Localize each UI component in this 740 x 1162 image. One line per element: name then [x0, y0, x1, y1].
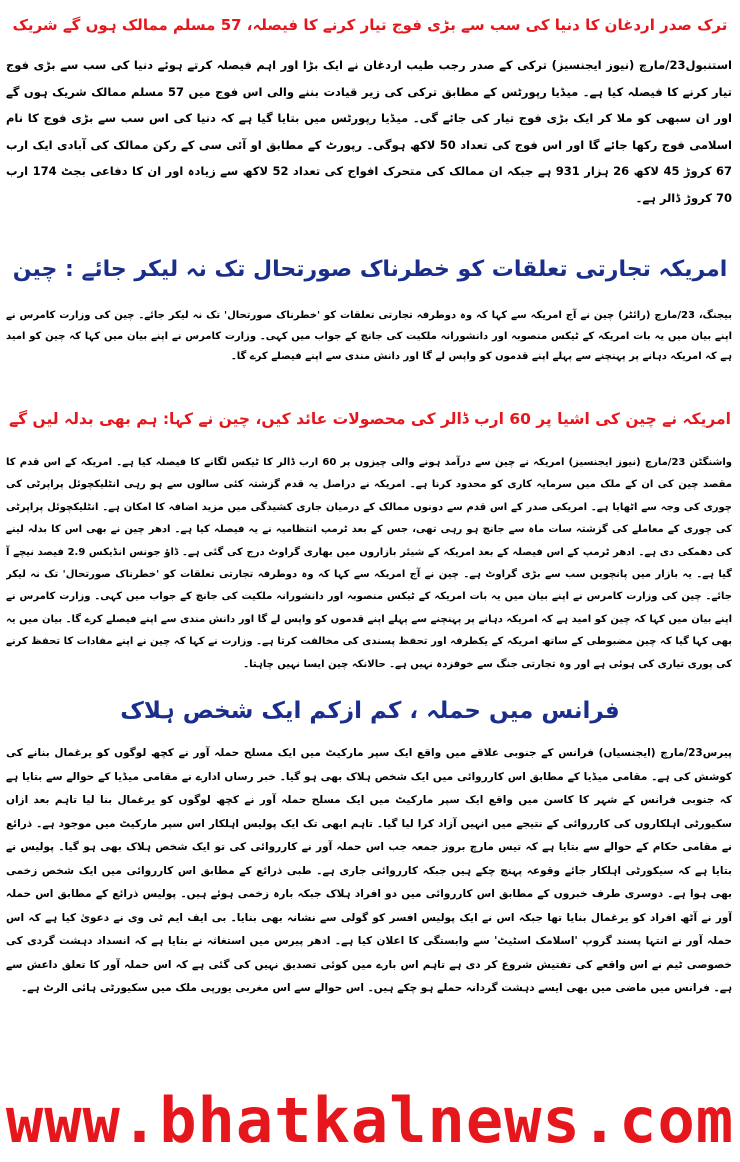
- headline-france-attack: فرانس میں حملہ ، کم ازکم ایک شخص ہلاک: [120, 698, 620, 724]
- article-body-turkey-army: [6, 52, 732, 228]
- headline-china-trade: امریکہ تجارتی تعلقات کو خطرناک صورتحال تک نہ لیکر جائے : چین: [12, 257, 728, 282]
- article-body-china-trade: [6, 306, 732, 384]
- article-body-us-tariffs: [6, 452, 732, 686]
- article-paragraph: پیرس23/مارچ (ایجنسیاں) فرانس کے جنوبی علاقے میں واقع ایک سپر مارکیٹ میں ایک مسلح حملہ آور نے کچھ لوگوں کو یرغمال بنانے کی کوشش کی ہے۔ مقامی میڈیا کے مطابق اس کارروائی میں ایک شخص ہلاک بھی ہو گیا۔ خبر رساں ادارے نے مقامی میڈیا کے حوالے سے بتایا ہے کہ جنوبی فرانس کے شہر کا کاسن میں واقع ایک سپر مارکیٹ میں ایک مسلح حملہ آور نے کچھ لوگوں کو یرغمال بنا لیا تاہم بعد ازاں سکیورٹی اہلکاروں کی کارروائی کے نتیجے میں انہیں آزاد کرا لیا گیا۔ تاہم ابھی تک ایک پولیس اہلکار اس سپر مارکیٹ میں موجود ہے۔ ذرائع نے مقامی حکام کے حوالے سے بتایا ہے کہ تیس مارچ بروز جمعہ جب اس حملہ آور نے کارروائی کی تو ایک شخص ہلاک بھی ہو گیا۔ پولیس نے بتایا ہے کہ سیکورٹی اہلکار جائے وقوعہ پہنچ چکے ہیں جبکہ کارروائی جاری ہے۔ طبی ذرائع کے مطابق اس کارروائی میں ایک شخص زخمی بھی ہوا ہے۔ دوسری طرف خبروں کے مطابق اس کارروائی میں دو افراد ہلاک جبکہ بارہ زخمی ہوئے ہیں۔ پولیس ذرائع کے مطابق اس حملہ آور نے آٹھ افراد کو یرغمال بنایا تھا جبکہ اس نے ایک پولیس افسر کو گولی سے نشانہ بھی بنایا۔ بی ایف ایم ٹی وی نے دعویٰ کیا ہے کہ اس حملہ آور نے انتہا پسند گروپ 'اسلامک اسٹیٹ' سے وابستگی کا اعلان کیا ہے۔ ادھر پیرس میں استغاثہ نے بتایا ہے کہ انسداد دہشت گردی کی خصوصی ٹیم نے اس واقعے کی تفتیش شروع کر دی ہے تاہم اس بارے میں کوئی تصدیق نہیں کی گئی ہے کہ اس حملہ آور کا تعلق داعش سے ہے۔ فرانس میں ماضی میں بھی ایسے دہشت گردانہ حملے ہو چکے ہیں۔ اس حوالے سے اس مغربی یورپی ملک میں سکیورٹی ہائی الرٹ ہے۔: [6, 747, 732, 994]
- article-paragraph: واشنگٹن 23/مارچ (نیوز ایجنسیز) امریکہ نے چین سے درآمد ہونے والی چیزوں پر 60 ارب ڈالر کا ٹیکس لگانے کا فیصلہ کیا ہے۔ امریکہ کے اس قدم کا مقصد چین کی ان کے ملک میں سرمایہ کاری کو محدود کرنا ہے۔ امریکہ نے دراصل یہ قدم گزشتہ کئی سالوں سے ہو رہی انٹلیکچوئل پراپرٹی کی چوری کی وجہ سے اٹھایا ہے۔ امریکی صدر کے اس قدم سے دونوں ممالک کے درمیان جاری کشیدگی میں مزید اضافہ کا امکان ہے۔ انٹلیکچوئل پراپرٹی کی چوری کے معاملے کی گزشتہ سات ماہ سے جانچ ہو رہی تھی، جس کے بعد ٹرمپ انتظامیہ نے یہ فیصلہ کیا ہے۔ ادھر چین نے بھی اس کا بدلہ لینے کی دھمکی دی ہے۔ ادھر ٹرمپ کے اس فیصلہ کے بعد امریکہ کے شیئر بازاروں میں بھاری گراوٹ درج کی گئی ہے۔ ڈاؤ جونس انڈیکس 2.9 فیصد نیچے آ گیا ہے۔ یہ بازار میں پانچویں سب سے بڑی گراوٹ ہے۔ چین نے آج امریکہ سے کہا کہ وہ دوطرفہ تجارتی تعلقات کو 'خطرناک صورتحال' تک نہ لیکر جائے۔ چین کی وزارت کامرس نے اپنے بیان میں یہ بات امریکہ کے ٹیکس منصوبہ اور دانشورانہ ملکیت کی جانچ کے جواب میں کہی۔ وزارت کامرس نے اپنے بیان میں کہا کہ چین کو امید ہے کہ امریکہ دہانے پر پہنچنے سے پہلے اپنے قدموں کو واپس لے گا اور دانش مندی سے اپنے فیصلے کرے گا۔ بیان میں یہ بھی کہا گیا کہ چین مضبوطی کے ساتھ امریکہ کے یکطرفہ اور تحفظ پسندی کی مخالفت کرتا ہے۔ وزارت نے کہا کہ چین نے اپنے مفادات کا تحفظ کرنے کی پوری تیاری کی ہوئی ہے اور وہ تجارتی جنگ سے خوفزدہ نہیں ہے۔ حالانکہ چین ایسا نہیں چاہتا۔: [6, 457, 732, 670]
- headline-us-tariffs: امریکہ نے چین کی اشیا پر 60 ارب ڈالر کی محصولات عائد کیں، چین نے کہا: ہم بھی بدلہ لیں گے: [9, 410, 731, 428]
- article-paragraph: استنبول23/مارچ (نیوز ایجنسیز) ترکی کے صدر رجب طیب اردغان نے ایک بڑا اور اہم فیصلہ کرتے ہوئے دنیا کی سب سے بڑی فوج تیار کرنے کا فیصلہ کیا ہے۔ میڈیا رپورٹس کے مطابق ترکی کی زیر قیادت بننے والی اس فوج میں 57 مسلم ممالک شریک ہوں گے اور ان سبھی کو ملا کر ایک بڑی فوج تیار کی جائے گی۔ میڈیا رپورٹس میں بتایا گیا ہے کہ دنیا کی اس سب سے بڑی فوج کا نام اسلامی فوج رکھا جائے گا اور اس فوج کی تعداد 50 لاکھ ہوگی۔ رپورٹ کے مطابق او آئی سی کے رکن ممالک کی آبادی ایک ارب 67 کروڑ 45 لاکھ 26 ہزار 931 ہے جبکہ ان ممالک کی متحرک افواج کی تعداد 52 لاکھ سے زیادہ اور ان کا دفاعی بجٹ 174 ارب 70 کروڑ ڈالر ہے۔: [6, 58, 732, 205]
- article-body-france-attack: [6, 742, 732, 1072]
- article-paragraph: بیجنگ، 23/مارچ (رائٹر) چین نے آج امریکہ سے کہا کہ وہ دوطرفہ تجارتی تعلقات کو 'خطرناک صورتحال' تک نہ لیکر جائے۔ چین کی وزارت کامرس نے اپنے بیان میں یہ بات امریکہ کے ٹیکس منصوبہ اور دانشورانہ ملکیت کی جانچ کے جواب میں کہی۔ وزارت کامرس نے اپنے بیان میں کہا کہ چین کو امید ہے کہ امریکہ دہانے پر پہنچنے سے پہلے اپنے قدموں کو واپس لے گا اور دانش مندی سے اپنے فیصلے کرے گا۔: [6, 310, 732, 362]
- website-url[interactable]: www.bhatkalnews.com: [5, 1086, 735, 1156]
- headline-turkey-army: ترک صدر اردغان کا دنیا کی سب سے بڑی فوج تیار کرنے کا فیصلہ، 57 مسلم ممالک ہوں گے شریک: [12, 16, 728, 34]
